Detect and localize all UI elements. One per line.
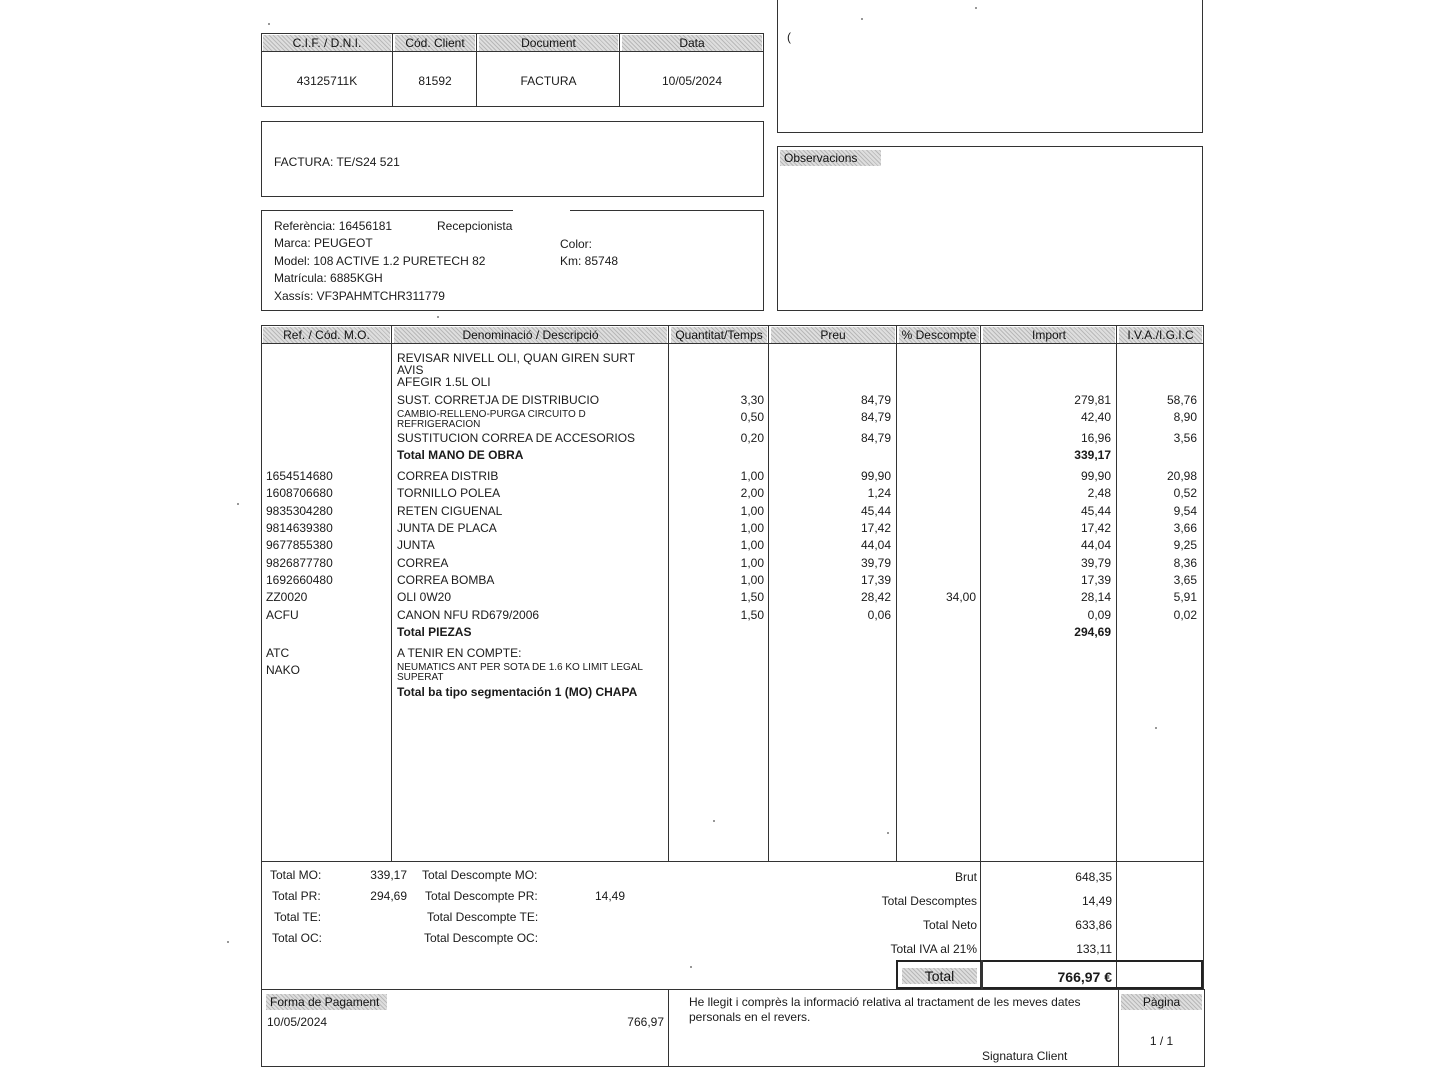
- item-iva: 5,91: [1173, 590, 1197, 604]
- item-iva: 8,36: [1173, 556, 1197, 570]
- part-row: [0, 521, 1440, 538]
- scan-speck: [227, 941, 229, 943]
- scan-speck: [861, 18, 863, 20]
- item-desc: JUNTA: [397, 538, 435, 552]
- total-neto-value: 633,86: [1075, 918, 1112, 932]
- scan-speck: [975, 7, 977, 9]
- item-price: 84,79: [860, 393, 891, 407]
- item-ref: 1692660480: [266, 573, 333, 587]
- total-descompte-pr-label: Total Descompte PR:: [425, 889, 538, 903]
- item-desc: CAMBIO-RELLENO-PURGA CIRCUITO D: [397, 409, 586, 420]
- item-iva: 3,56: [1173, 431, 1197, 445]
- item-desc: RETEN CIGUENAL: [397, 504, 503, 518]
- note-row: [0, 646, 1440, 663]
- item-qty: 1,00: [740, 556, 764, 570]
- item-ref: NAKO: [266, 663, 301, 677]
- vehicle-km: Km: 85748: [560, 254, 619, 268]
- item-ref: ZZ0020: [266, 590, 308, 604]
- item-ref: 1608706680: [266, 486, 333, 500]
- item-ref: 9814639380: [266, 521, 333, 535]
- client-code-header: Cód. Client: [395, 35, 475, 51]
- total-te-label: Total TE:: [274, 910, 322, 924]
- item-iva: 3,66: [1173, 521, 1197, 535]
- item-import: 17,42: [1080, 521, 1111, 535]
- item-qty: 1,00: [740, 573, 764, 587]
- total-descompte-te-label: Total Descompte TE:: [427, 910, 539, 924]
- col-discount-header: % Descompte: [899, 327, 979, 343]
- subtotal-row: [0, 625, 1440, 642]
- item-price: 84,79: [860, 431, 891, 445]
- item-desc: CORREA: [397, 556, 449, 570]
- labor-row: [0, 409, 1440, 430]
- scan-speck: [887, 832, 889, 834]
- item-import: 0,09: [1087, 608, 1111, 622]
- item-import: 45,44: [1080, 504, 1111, 518]
- part-row: [0, 469, 1440, 486]
- item-desc: SUST. CORRETJA DE DISTRIBUCIO: [397, 393, 600, 407]
- subtotal-row: [0, 448, 1440, 465]
- vehicle-color: Color:: [560, 237, 593, 251]
- vehicle-plate: Matrícula: 6885KGH: [274, 271, 383, 285]
- item-price: 17,39: [860, 573, 891, 587]
- part-row: [0, 590, 1440, 607]
- item-desc: CANON NFU RD679/2006: [397, 608, 540, 622]
- date-header: Data: [622, 35, 762, 51]
- subtotal-label: Total MANO DE OBRA: [397, 448, 524, 462]
- document-value: FACTURA: [520, 74, 577, 88]
- item-import: 99,90: [1080, 469, 1111, 483]
- client-code-value: 81592: [418, 74, 452, 88]
- vehicle-brand: Marca: PEUGEOT: [274, 236, 373, 250]
- item-import: 42,40: [1080, 410, 1111, 424]
- col-iva-header: I.V.A./I.G.I.C: [1119, 327, 1202, 343]
- labor-row: [0, 431, 1440, 448]
- subtotal-value: 339,17: [1074, 448, 1111, 462]
- item-qty: 1,00: [740, 504, 764, 518]
- col-qty-header: Quantitat/Temps: [671, 327, 767, 343]
- col-ref-header: Ref. / Cód. M.O.: [263, 327, 390, 343]
- cif-value: 43125711K: [296, 74, 358, 88]
- item-desc: TORNILLO POLEA: [397, 486, 501, 500]
- scan-speck: [690, 966, 692, 968]
- item-qty: 0,50: [740, 410, 764, 424]
- total-descomptes-value: 14,49: [1081, 894, 1112, 908]
- item-desc: JUNTA DE PLACA: [397, 521, 497, 535]
- item-desc: A TENIR EN COMPTE:: [397, 646, 522, 660]
- item-qty: 3,30: [740, 393, 764, 407]
- scan-speck: [713, 820, 715, 822]
- item-import: 279,81: [1074, 393, 1111, 407]
- item-qty: 1,50: [740, 608, 764, 622]
- item-iva: 20,98: [1166, 469, 1197, 483]
- item-qty: 0,20: [740, 431, 764, 445]
- item-import: 17,39: [1080, 573, 1111, 587]
- observations-label: Observacions: [780, 150, 881, 166]
- total-descompte-mo-label: Total Descompte MO:: [422, 868, 538, 882]
- item-iva: 3,65: [1173, 573, 1197, 587]
- cif-header: C.I.F. / D.N.I.: [263, 35, 391, 51]
- vehicle-chassis: Xassís: VF3PAHMTCHR311779: [274, 289, 445, 303]
- item-desc: CORREA BOMBA: [397, 573, 495, 587]
- item-price: 1,24: [867, 486, 891, 500]
- payment-amount: 766,97: [627, 1015, 664, 1029]
- col-import-header: Import: [983, 327, 1115, 343]
- total-oc-label: Total OC:: [272, 931, 323, 945]
- item-desc: OLI 0W20: [397, 590, 452, 604]
- item-import: 16,96: [1080, 431, 1111, 445]
- part-row: [0, 538, 1440, 555]
- part-row: [0, 573, 1440, 590]
- item-import: 44,04: [1080, 538, 1111, 552]
- item-qty: 1,00: [740, 538, 764, 552]
- item-iva: 0,52: [1173, 486, 1197, 500]
- item-price: 17,42: [860, 521, 891, 535]
- document-header: Document: [479, 35, 618, 51]
- item-price: 45,44: [860, 504, 891, 518]
- grand-total-label: Total: [902, 968, 977, 984]
- item-ref: 9677855380: [266, 538, 333, 552]
- part-row: [0, 608, 1440, 625]
- total-pr-value: 294,69: [370, 889, 407, 903]
- total-pr-label: Total PR:: [272, 889, 321, 903]
- item-desc: NEUMATICS ANT PER SOTA DE 1.6 KO LIMIT LEGAL: [397, 662, 643, 673]
- total-mo-value: 339,17: [370, 868, 407, 882]
- privacy-notice-cont: personals en el revers.: [689, 1010, 811, 1024]
- total-neto-label: Total Neto: [922, 918, 977, 932]
- page-label: Pàgina: [1121, 994, 1202, 1010]
- total-mo-label: Total MO:: [270, 868, 322, 882]
- item-ref: 1654514680: [266, 469, 333, 483]
- item-import: 2,48: [1087, 486, 1111, 500]
- vehicle-reference: Referència: 16456181: [274, 219, 393, 233]
- subtotal-value: 294,69: [1074, 625, 1111, 639]
- item-ref: 9835304280: [266, 504, 333, 518]
- date-value: 10/05/2024: [661, 74, 723, 88]
- note-line: AVIS: [397, 363, 424, 377]
- scan-speck: [237, 503, 239, 505]
- item-discount: 34,00: [945, 590, 976, 604]
- col-price-header: Preu: [771, 327, 895, 343]
- item-import: 39,79: [1080, 556, 1111, 570]
- item-qty: 1,00: [740, 521, 764, 535]
- brut-value: 648,35: [1075, 870, 1112, 884]
- item-price: 0,06: [867, 608, 891, 622]
- part-row: [0, 486, 1440, 503]
- invoice-number: FACTURA: TE/S24 521: [274, 155, 400, 169]
- item-ref: 9826877780: [266, 556, 333, 570]
- note-line: REVISAR NIVELL OLI, QUAN GIREN SURT: [397, 351, 636, 365]
- item-price: 84,79: [860, 410, 891, 424]
- item-iva: 9,25: [1173, 538, 1197, 552]
- grand-total-value: 766,97 €: [1057, 969, 1112, 985]
- brut-label: Brut: [954, 870, 977, 884]
- signature-label: Signatura Client: [982, 1049, 1068, 1063]
- item-ref: ACFU: [266, 608, 299, 622]
- address-glyph: (: [787, 30, 791, 44]
- privacy-notice: He llegit i comprès la informació relativa al tractament de les meves dates: [689, 995, 1081, 1009]
- item-qty: 2,00: [740, 486, 764, 500]
- item-iva: 0,02: [1173, 608, 1197, 622]
- item-iva: 9,54: [1173, 504, 1197, 518]
- item-iva: 58,76: [1166, 393, 1197, 407]
- scan-speck: [268, 23, 270, 25]
- total-descompte-pr-value: 14,49: [594, 889, 625, 903]
- item-price: 39,79: [860, 556, 891, 570]
- scan-speck: [437, 316, 439, 318]
- item-desc-cont: REFRIGERACION: [397, 419, 481, 430]
- item-ref: ATC: [266, 646, 290, 660]
- item-qty: 1,50: [740, 590, 764, 604]
- labor-row: [0, 393, 1440, 410]
- part-row: [0, 556, 1440, 573]
- item-desc: CORREA DISTRIB: [397, 469, 499, 483]
- payment-date: 10/05/2024: [267, 1015, 328, 1029]
- item-iva: 8,90: [1173, 410, 1197, 424]
- note-row: [0, 662, 1440, 683]
- subtotal-label: Total PIEZAS: [397, 625, 472, 639]
- total-iva-label: Total IVA al 21%: [890, 942, 977, 956]
- note-line: AFEGIR 1.5L OLI: [397, 375, 491, 389]
- item-desc-cont: SUPERAT: [397, 672, 444, 683]
- col-desc-header: Denominació / Descripció: [394, 327, 667, 343]
- vehicle-model: Model: 108 ACTIVE 1.2 PURETECH 82: [274, 254, 486, 268]
- item-price: 44,04: [860, 538, 891, 552]
- total-descompte-oc-label: Total Descompte OC:: [424, 931, 539, 945]
- item-price: 28,42: [860, 590, 891, 604]
- vehicle-receptionist: Recepcionista: [437, 219, 513, 233]
- payment-method-label: Forma de Pagament: [266, 994, 387, 1010]
- part-row: [0, 504, 1440, 521]
- item-qty: 1,00: [740, 469, 764, 483]
- total-iva-value: 133,11: [1076, 942, 1112, 956]
- page-number: 1 / 1: [1149, 1034, 1174, 1048]
- total-descomptes-label: Total Descomptes: [881, 894, 977, 908]
- chapa-total-label: Total ba tipo segmentación 1 (MO) CHAPA: [397, 685, 638, 699]
- scan-speck: [1155, 727, 1157, 729]
- item-import: 28,14: [1080, 590, 1111, 604]
- observations-box: [777, 146, 1203, 311]
- item-desc: SUSTITUCION CORREA DE ACCESORIOS: [397, 431, 636, 445]
- address-box: [777, 0, 1203, 133]
- item-price: 99,90: [860, 469, 891, 483]
